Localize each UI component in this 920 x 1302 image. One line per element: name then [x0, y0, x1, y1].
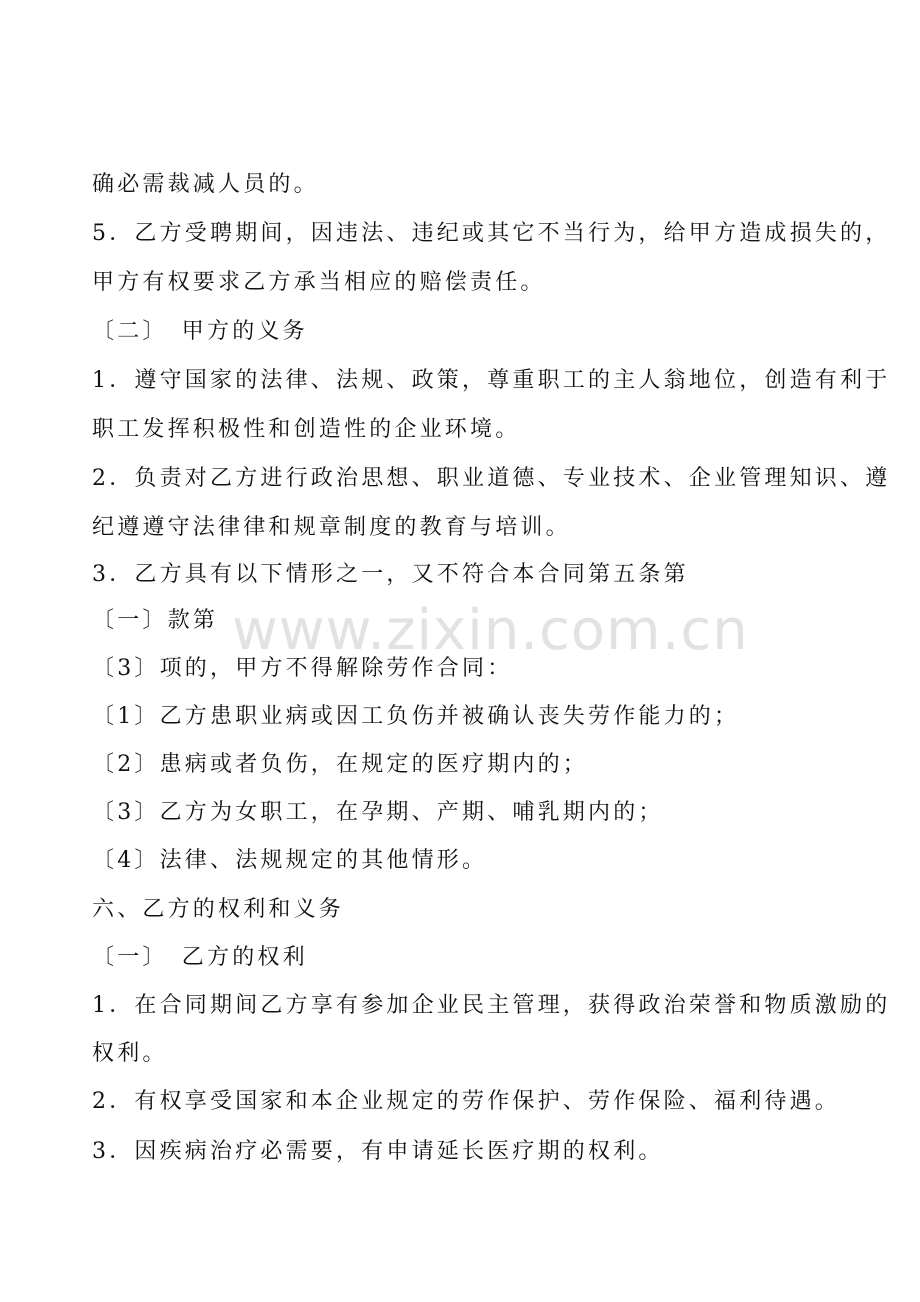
text-line: 甲方有权要求乙方承当相应的赔偿责任。	[92, 270, 546, 295]
text-line: 3．乙方具有以下情形之一，又不符合本合同第五条第	[92, 562, 689, 587]
text-line: 权利。	[92, 1041, 168, 1066]
section-heading: 〔二〕 甲方的义务	[92, 319, 308, 344]
section-heading: 〔一〕 乙方的权利	[92, 945, 308, 970]
list-item: 〔3〕乙方为女职工，在孕期、产期、哺乳期内的；	[92, 800, 664, 825]
list-item: 〔4〕法律、法规规定的其他情形。	[92, 848, 488, 873]
list-item: 〔1〕乙方患职业病或因工负伤并被确认丧失劳作能力的；	[92, 704, 740, 729]
text-line: 2．有权享受国家和本企业规定的劳作保护、劳作保险、福利待遇。	[92, 1089, 840, 1114]
text-line: 职工发挥积极性和创造性的企业环境。	[92, 417, 521, 442]
text-line: 〔一〕款第	[92, 608, 219, 633]
text-line: 1．遵守国家的法律、法规、政策，尊重职工的主人翁地位，创造有利于	[92, 368, 891, 393]
list-item: 〔2〕患病或者负伤，在规定的医疗期内的；	[92, 752, 588, 777]
watermark-text: www.zixin.com.cn	[232, 598, 749, 663]
text-line: 2．负责对乙方进行政治思想、职业道德、专业技术、企业管理知识、遵	[92, 466, 891, 491]
section-heading: 六、乙方的权利和义务	[92, 897, 345, 922]
text-line: 5．乙方受聘期间，因违法、违纪或其它不当行为，给甲方造成损失的，	[92, 221, 891, 246]
text-line: 确必需裁减人员的。	[92, 172, 319, 197]
text-line: 3．因疾病治疗必需要，有申请延长医疗期的权利。	[92, 1139, 664, 1164]
text-line: 〔3〕项的，甲方不得解除劳作合同：	[92, 656, 513, 681]
text-line: 1．在合同期间乙方享有参加企业民主管理，获得政治荣誉和物质激励的	[92, 993, 891, 1018]
text-line: 纪遵遵守法律律和规章制度的教育与培训。	[92, 515, 571, 540]
